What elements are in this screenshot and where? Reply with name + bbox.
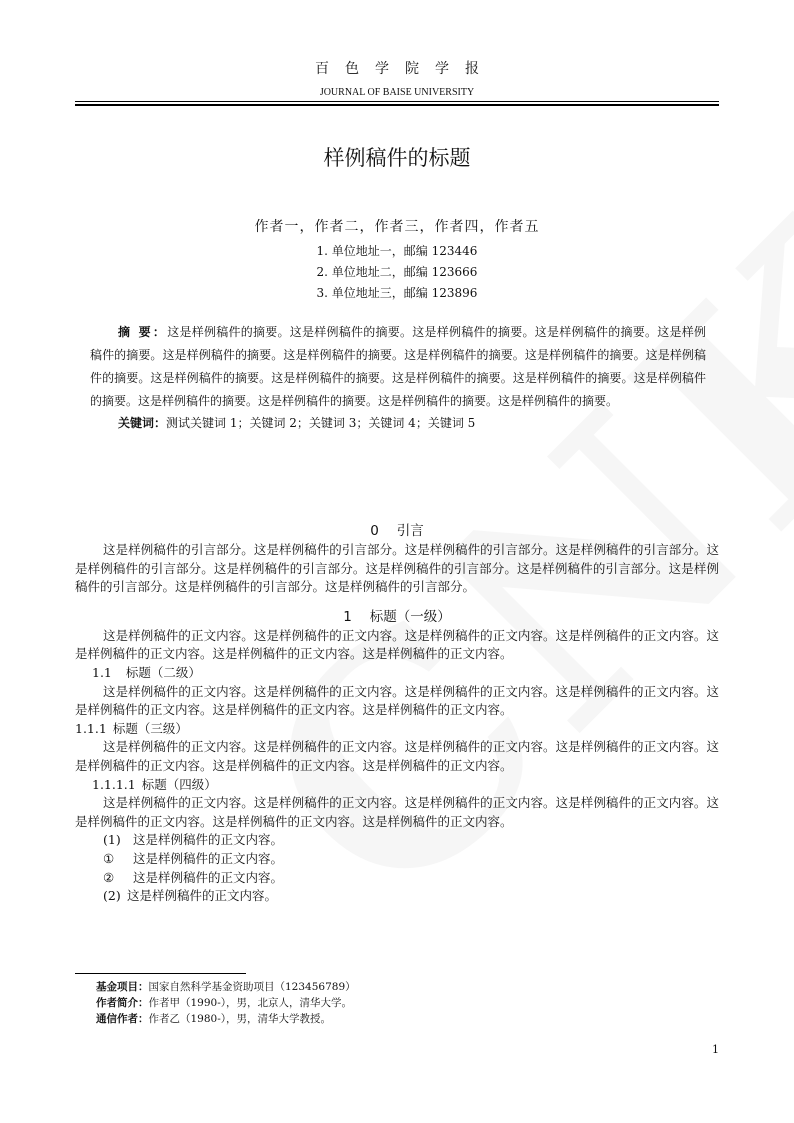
footnote-fund: [96, 979, 356, 995]
section-number: 0: [370, 523, 379, 539]
subsubsection-heading-1-1-1: [75, 720, 719, 739]
level4-title: 标题（四级）: [141, 776, 217, 792]
footnote-rule: [75, 973, 246, 974]
list-marker: (2): [103, 888, 121, 904]
subsubsection-1-1-1-paragraph: 这是样例稿件的正文内容。这是样例稿件的正文内容。这是样例稿件的正文内容。这是样例稿件的正文内容。这是样例稿件的正文内容。这是样例稿件的正文内容。这是样例稿件的正文内容。: [75, 739, 719, 773]
keywords: [118, 413, 475, 433]
level4-heading-1-1-1-1: [75, 776, 719, 795]
section-heading-1: [75, 607, 719, 627]
affiliation-2: 2. 单位地址二，邮编 123666: [316, 265, 478, 279]
subsection-title: 标题（二级）: [125, 664, 201, 680]
level4-number: 1.1.1.1: [92, 776, 136, 792]
list-item: [75, 887, 719, 906]
abstract-text: 这是样例稿件的摘要。这是样例稿件的摘要。这是样例稿件的摘要。这是样例稿件的摘要。这是样例稿件的摘要。这是样例稿件的摘要。这是样例稿件的摘要。这是样例稿件的摘要。这是样例稿件的摘要。这是样例稿件的摘要。这是样例稿件的摘要。这是样例稿件的摘要。这是样例稿件的摘要。这是样例稿件的摘要。这是样例稿件的摘要。这是样例稿件的摘要。这是样例稿件的摘要。这是样例稿件的摘要。这是样例稿件的摘要。: [90, 325, 706, 408]
journal-header: [75, 60, 719, 106]
subsubsection-number: 1.1.1: [75, 720, 107, 736]
list-text: 这是样例稿件的正文内容。: [133, 850, 284, 866]
list-text: 这是样例稿件的正文内容。: [133, 869, 284, 885]
section-title: 标题（一级）: [369, 608, 451, 625]
abstract: [90, 321, 706, 413]
keywords-label: 关键词：: [118, 416, 167, 430]
paper-title: 样例稿件的标题: [323, 146, 471, 170]
footnote-corresponding: [96, 1011, 356, 1027]
footnote-author-text: 作者甲（1990-），男，北京人，清华大学。: [148, 997, 353, 1009]
footnote-author-label: 作者简介：: [96, 997, 149, 1009]
author-list: 作者一，作者二，作者三，作者四，作者五: [254, 219, 540, 235]
footnotes: [96, 979, 356, 1027]
header-rule-thick: [75, 104, 719, 106]
affiliation-3: 3. 单位地址三，邮编 123896: [316, 286, 478, 300]
subsection-1-1-paragraph: 这是样例稿件的正文内容。这是样例稿件的正文内容。这是样例稿件的正文内容。这是样例稿件的正文内容。这是样例稿件的正文内容。这是样例稿件的正文内容。这是样例稿件的正文内容。: [75, 683, 719, 718]
list-marker: ①: [103, 850, 115, 866]
footnote-fund-text: 国家自然科学基金资助项目（123456789）: [148, 981, 356, 993]
section-heading-intro: [75, 521, 719, 541]
list-marker: ②: [103, 869, 115, 885]
journal-name-cn: 百色学院学报: [315, 61, 495, 77]
subsubsection-title: 标题（三级）: [112, 720, 188, 736]
abstract-label: 摘 要：: [118, 325, 168, 339]
affiliation-list: [75, 241, 719, 304]
footnote-corresponding-text: 作者乙（1980-），男，清华大学教授。: [148, 1013, 332, 1025]
footnote-author: [96, 995, 356, 1011]
affiliation-1: 1. 单位地址一，邮编 123446: [316, 244, 478, 258]
subsection-number: 1.1: [92, 664, 112, 680]
footnote-corresponding-label: 通信作者：: [96, 1013, 149, 1025]
header-rule-thin: [75, 101, 719, 102]
journal-name-en: JOURNAL OF BAISE UNIVERSITY: [319, 87, 475, 98]
page-number: 1: [712, 1043, 719, 1056]
list-marker: (1): [103, 832, 121, 848]
subsection-heading-1-1: [75, 664, 719, 683]
paper-body: [75, 521, 719, 906]
list-item: [75, 831, 719, 850]
section-number: 1: [343, 608, 352, 625]
section-title: 引言: [396, 523, 424, 539]
footnote-fund-label: 基金项目：: [96, 981, 149, 993]
intro-paragraph: 这是样例稿件的引言部分。这是样例稿件的引言部分。这是样例稿件的引言部分。这是样例稿件的引言部分。这是样例稿件的引言部分。这是样例稿件的引言部分。这是样例稿件的引言部分。这是样例稿件的引言部分。这是样例稿件的引言部分。这是样例稿件的引言部分。这是样例稿件的引言部分。: [75, 542, 719, 595]
list-item: [75, 869, 719, 888]
section-1-paragraph: 这是样例稿件的正文内容。这是样例稿件的正文内容。这是样例稿件的正文内容。这是样例稿件的正文内容。这是样例稿件的正文内容。这是样例稿件的正文内容。这是样例稿件的正文内容。: [75, 627, 719, 662]
list-item: [75, 850, 719, 869]
list-text: 这是样例稿件的正文内容。: [127, 888, 278, 904]
level4-paragraph: 这是样例稿件的正文内容。这是样例稿件的正文内容。这是样例稿件的正文内容。这是样例稿件的正文内容。这是样例稿件的正文内容。这是样例稿件的正文内容。这是样例稿件的正文内容。: [75, 795, 719, 829]
keywords-text: 测试关键词 1；关键词 2；关键词 3；关键词 4；关键词 5: [166, 416, 476, 430]
list-text: 这是样例稿件的正文内容。: [133, 832, 284, 848]
